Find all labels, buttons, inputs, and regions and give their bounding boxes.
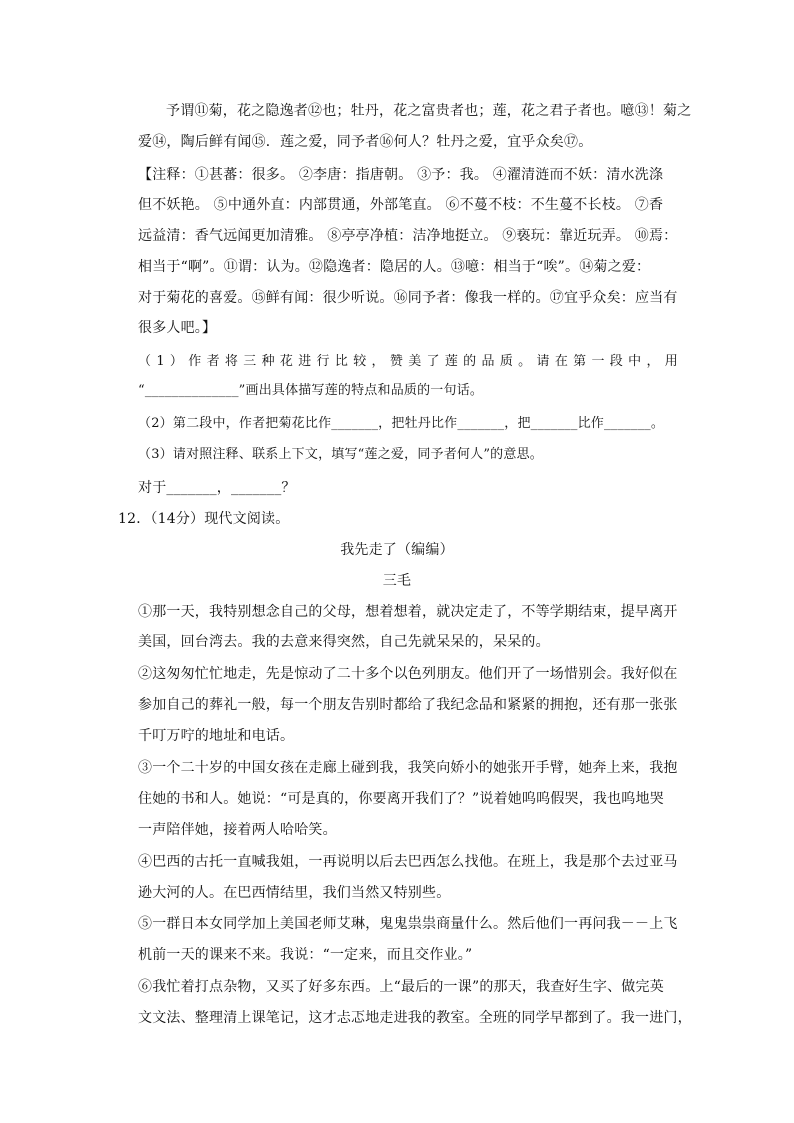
notes-line-4: 相当于“啊”。⑪谓：认为。⑫隐逸者：隐居的人。⑬噫：相当于“唉”。⑭菊之爱： (138, 259, 651, 275)
article-line-3: ②这匆匆忙忙地走，先是惊动了二十多个以色列朋友。他们开了一场惜别会。我好似在 (138, 666, 678, 682)
article-line-11: ⑤一群日本女同学加上美国老师艾琳，鬼鬼祟祟商量什么。然后他们一再问我－－上飞 (138, 916, 678, 932)
article-line-13: ⑥我忙着打点杂物，又买了好多东西。上“最后的一课”的那天，我查好生字、做完英 (138, 979, 664, 995)
question-3: （3）请对照注释、联系上下文，填写“莲之爱，同予者何人”的意思。 (138, 447, 543, 462)
classical-paragraph-line-1: 予谓⑪菊，花之隐逸者⑫也；牡丹，花之富贵者也；莲，花之君子者也。噫⑬！菊之 (166, 103, 692, 119)
article-line-2: 美国，回台湾去。我的去意来得突然，自己先就呆呆的，呆呆的。 (138, 634, 550, 650)
article-line-6: ③一个二十岁的中国女孩在走廊上碰到我，我笑向娇小的她张开手臂，她奔上来，我抱 (138, 760, 678, 776)
article-line-8: 一声陪伴她，接着两人哈哈笑。 (138, 822, 337, 838)
question-12-header: 12．（14分）现代文阅读。 (118, 511, 290, 527)
notes-line-5: 对于菊花的喜爱。⑮鲜有闻：很少听说。⑯同予者：像我一样的。⑰宜乎众矣：应当有 (138, 290, 678, 306)
article-author: 三毛 (382, 573, 412, 589)
article-line-1: ①那一天，我特别想念自己的父母，想着想着，就决定走了，不等学期结束，提早离开 (138, 604, 678, 620)
question-3-answer: 对于_______，_______？ (138, 480, 296, 496)
article-title: 我先走了（编编） (340, 542, 454, 558)
question-1-line-2: “______________”画出具体描写莲的特点和品质的一句话。 (138, 383, 484, 398)
article-line-10: 逊大河的人。在巴西情结里，我们当然又特别些。 (138, 885, 451, 901)
question-2: （2）第二段中，作者把菊花比作_______，把牡丹比作_______，把_______比作_______。 (138, 416, 665, 431)
article-line-9: ④巴西的古托一直喊我姐，一再说明以后去巴西怎么找他。在班上，我是那个去过亚马 (138, 854, 678, 870)
question-1-line-1: （1）作者将三种花进行比较，赞美了莲的品质。请在第一段中，用 (138, 354, 678, 369)
notes-line-1: 【注释：①甚蕃：很多。 ②李唐：指唐朝。 ③予：我。 ④濯清涟而不妖：清水洗涤 (138, 167, 664, 183)
article-line-12: 机前一天的课来不来。我说：“一定来，而且交作业。” (138, 947, 473, 963)
article-line-14: 文文法、整理清上课笔记，这才忐忑地走进我的教室。全班的同学早都到了。我一进门， (138, 1010, 692, 1026)
notes-line-3: 远益清：香气远闻更加清雅。 ⑧亭亭净植：洁净地挺立。 ⑨亵玩：靠近玩弄。 ⑩焉： (138, 228, 678, 244)
article-line-7: 住她的书和人。她说：“可是真的，你要离开我们了？”说着她呜呜假哭，我也呜地哭 (138, 791, 664, 807)
classical-paragraph-line-2: 爱⑭，陶后鲜有闻⑮．莲之爱，同予者⑯何人？牡丹之爱，宜乎众矣⑰。 (138, 134, 593, 150)
notes-line-2: 但不妖艳。 ⑤中通外直：内部贯通，外部笔直。 ⑥不蔓不枝：不生蔓不长枝。 ⑦香 (138, 197, 664, 213)
article-line-4: 参加自己的葬礼一般，每一个朋友告别时都给了我纪念品和紧紧的拥抱，还有那一张张 (138, 697, 678, 713)
article-line-5: 千叮万咛的地址和电话。 (138, 728, 295, 744)
notes-line-6: 很多人吧。】 (138, 320, 217, 336)
